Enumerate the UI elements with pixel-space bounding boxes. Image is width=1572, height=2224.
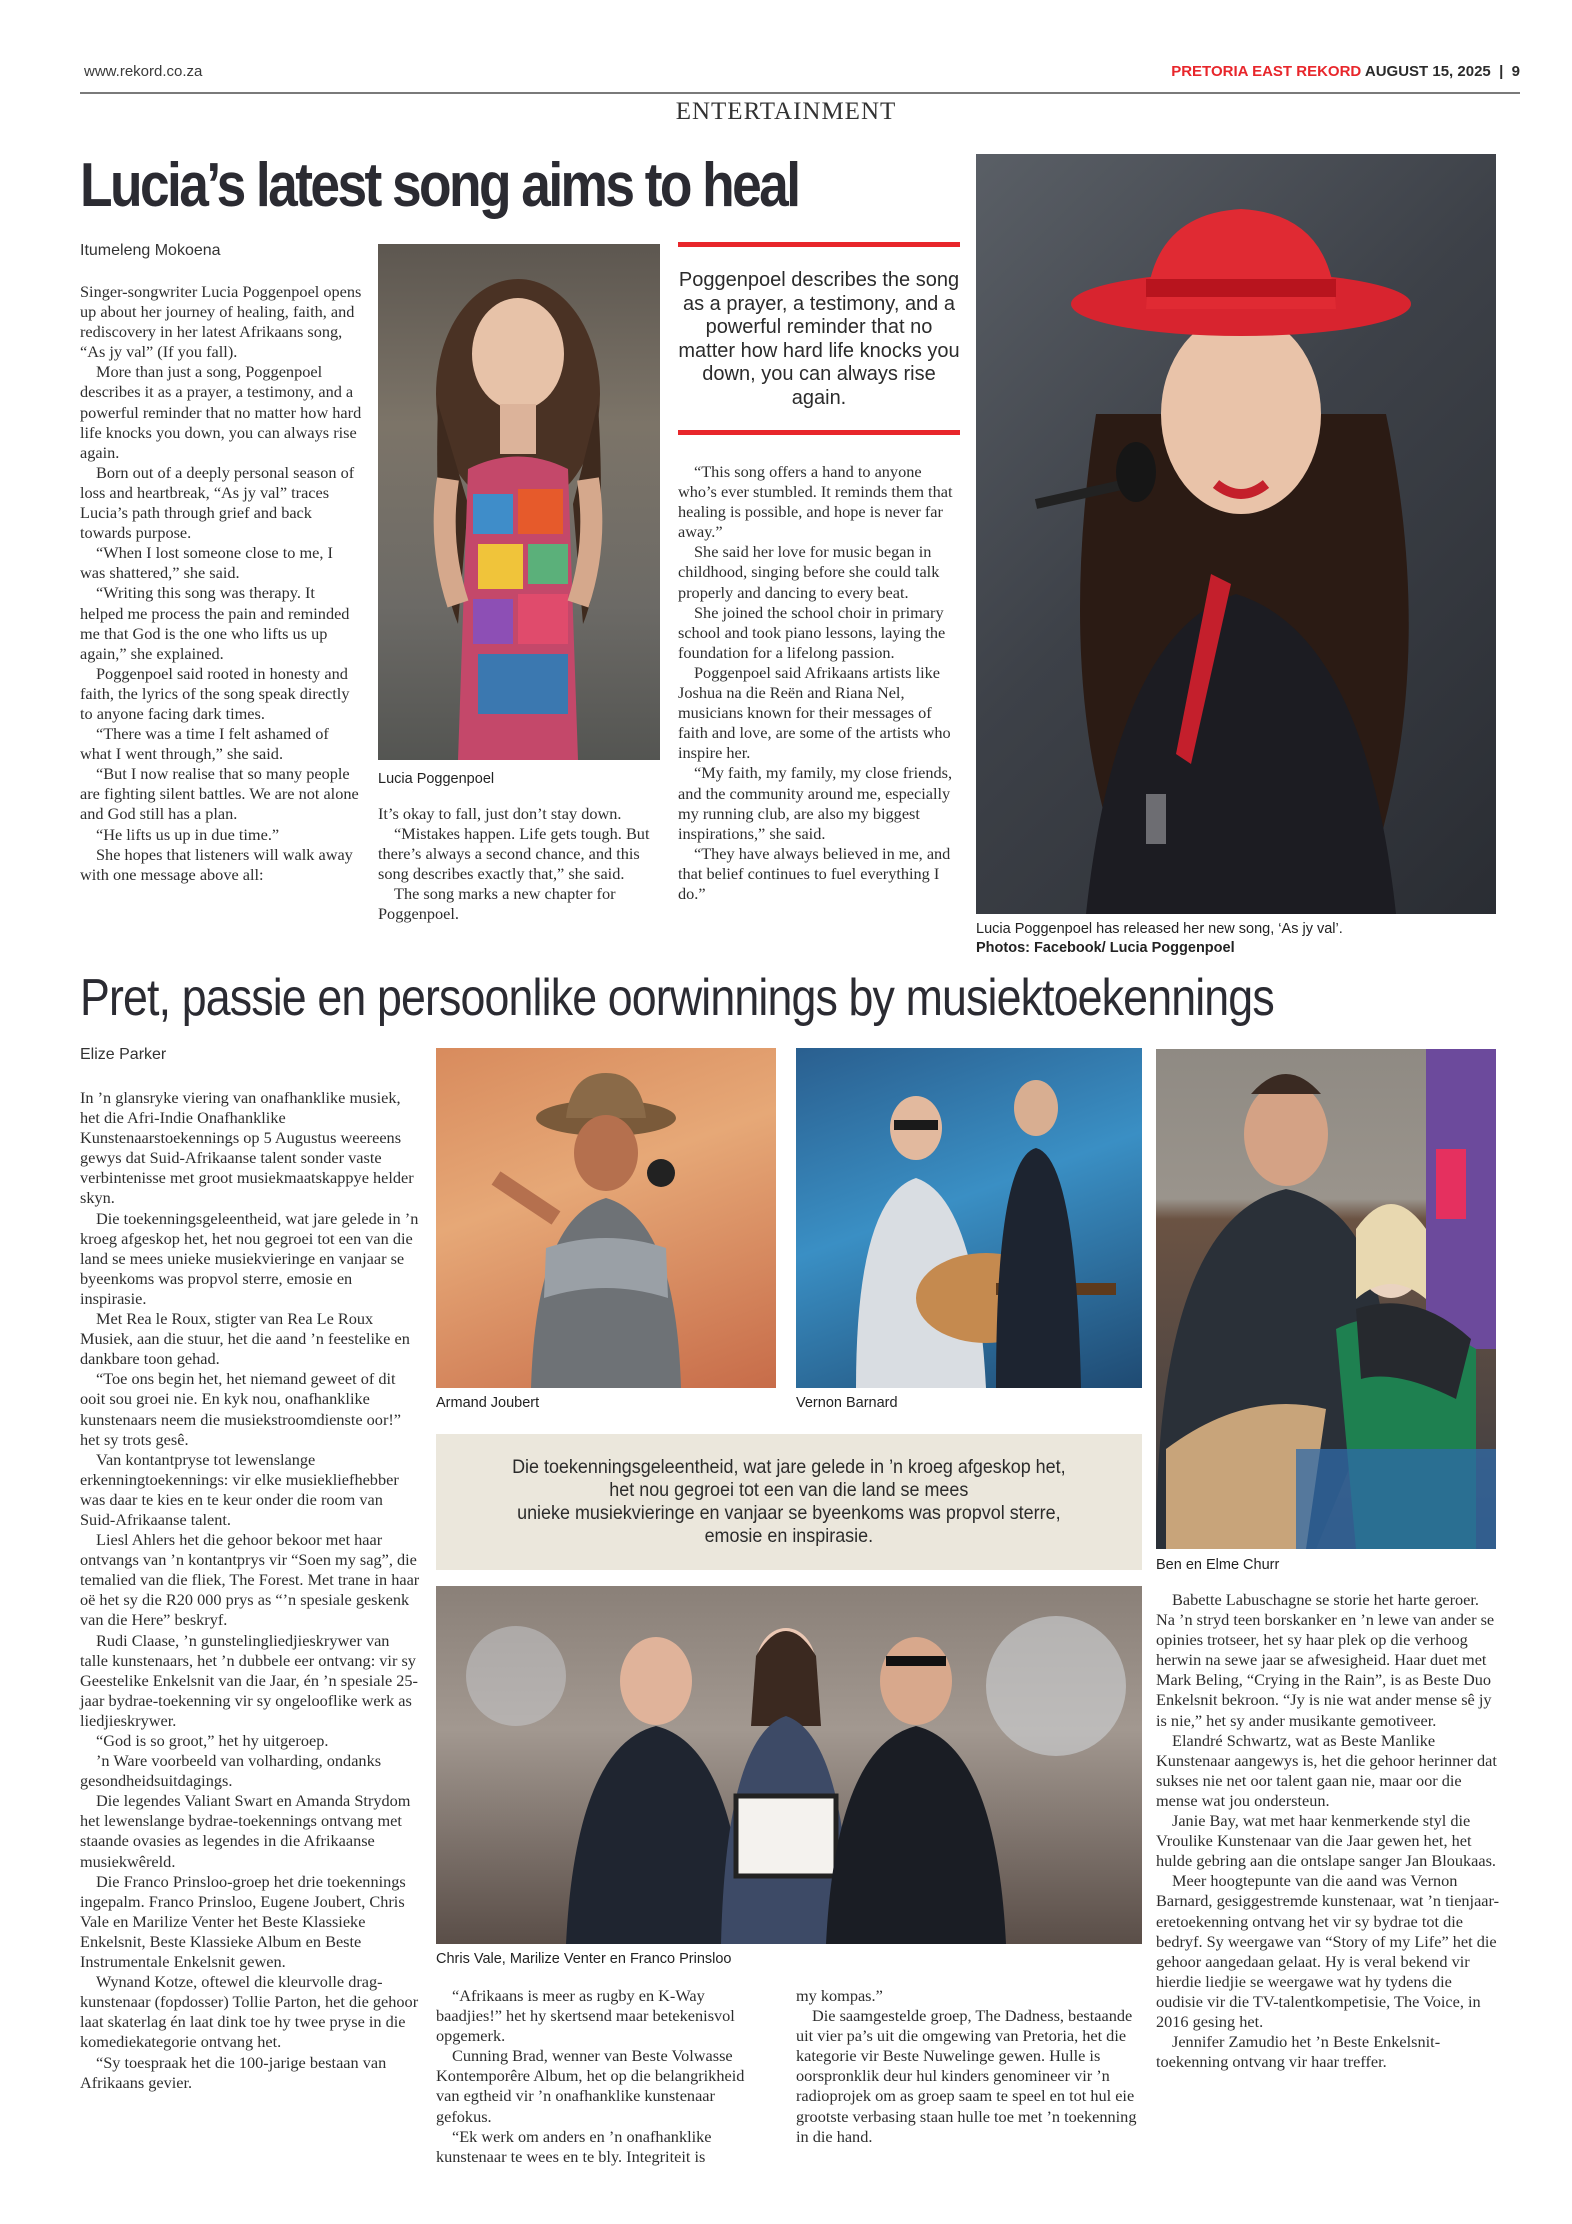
article2-column-4 xyxy=(1156,1590,1501,2072)
pull-quote-text xyxy=(512,1456,1066,1548)
article2-pull-quote xyxy=(436,1434,1142,1570)
paragraph: She hopes that listeners will walk away with one message above all: xyxy=(80,844,353,884)
paragraph: Cunning Brad, wenner van Beste Volwasse Kontemporêre Album, het op die belangrikheid van egtheid vir ’n onafhanklike kunstenaar gefokus. xyxy=(436,2046,745,2126)
caption-churr: Ben en Elme Churr xyxy=(1156,1557,1280,1573)
photo-armand-joubert xyxy=(436,1048,776,1388)
page-number: 9 xyxy=(1511,63,1520,80)
paragraph: She joined the school choir in primary school and took piano lessons, laying the foundation for a lifelong passion. xyxy=(678,602,946,662)
paragraph: Met Rea le Roux, stigter van Rea Le Roux Musiek, aan die stuur, het die aand ’n feestelike en dankbare toon gehad. xyxy=(80,1309,410,1369)
paragraph: Liesl Ahlers het die gehoor bekoor met haar ontvangs van ’n kontantprys vir “Soen my sag”, die temalied van die fliek, The Forest. Met trane in haar oë het sy die R20 000 prys as “’n spesiale geskenk van die Here” beskryf. xyxy=(80,1530,420,1630)
paragraph: “Mistakes happen. Life gets tough. But there’s always a second chance, and this song describes exactly that,” she said. xyxy=(378,824,650,884)
paragraph: In ’n glansryke viering van onafhanklike musiek, het die Afri-Indie Onafhanklike Kunstenaarstoekennings op 5 Augustus weereens gewys dat Suid-Afrikaanse talent sonder vaste verbintenisse met groot musiekmaatskappye helder skyn. xyxy=(80,1088,414,1208)
article1-headline: Lucia’s latest song aims to heal xyxy=(80,151,799,220)
photo-vernon-barnard xyxy=(796,1048,1142,1388)
paragraph: “Sy toespraak het die 100-jarige bestaan van Afrikaans gevier. xyxy=(80,2052,387,2092)
paragraph: Die legendes Valiant Swart en Amanda Strydom het lewenslange bydrae-toekennings ontvang met staande ovasies as legendes in die Afrikaanse musiekwêreld. xyxy=(80,1791,411,1871)
paragraph: Singer-songwriter Lucia Poggenpoel opens up about her journey of healing, faith, and rediscovery in her latest Afrikaans song, “As jy val” (If you fall). xyxy=(80,282,362,362)
paragraph: Babette Labuschagne se storie het harte geroer. Na ’n stryd teen borskanker en ’n lewe van ander se opinies trotseer, het sy haar plek op die verhoog herwin na sewe jaar se afwesigheid. Haar duet met Mark Beling, “Crying in the Rain”, is as Beste Duo Enkelsnit bekroon. “Jy is nie wat ander mense sê jy is nie,” het sy ander musikante gemotiveer. xyxy=(1156,1590,1495,1730)
photo2-caption-text: Lucia Poggenpoel has released her new song, ‘As jy val’. xyxy=(976,921,1343,937)
paragraph: “Toe ons begin het, het niemand geweet of dit ooit sou groei nie. En kyk nou, onafhanklike kunstenaars neem die musiekstroomdienste oor!” het sy trots gesê. xyxy=(80,1369,402,1449)
separator: | xyxy=(1499,63,1504,80)
paragraph: Elandré Schwartz, wat as Beste Manlike Kunstenaar aangewys is, het die gehoor herinner dat sukses nie net oor talent gaan nie, maar oor die mense wat jou ondersteun. xyxy=(1156,1730,1497,1810)
article2-column-2 xyxy=(436,1986,766,2167)
photo1-caption: Lucia Poggenpoel xyxy=(378,771,495,787)
paragraph: Die saamgestelde groep, The Dadness, bestaande uit vier pa’s uit die omgewing van Pretoria, het die kategorie vir Beste Nuwelinge gewen. Hulle is oorspronklik deur hul kinders genomineer vir ’n radioprojek om as groep saam te speel en tot hul eie grootste verbasing staan hulle toe met ’n toekenning in die hand. xyxy=(796,2006,1137,2146)
photo-ben-elme-churr xyxy=(1156,1049,1496,1549)
paragraph: “He lifts us up in due time.” xyxy=(96,824,280,844)
paragraph: Jennifer Zamudio het ’n Beste Enkelsnit-toekenning ontvang vir haar treffer. xyxy=(1156,2032,1441,2072)
pull-quote-bottom-rule xyxy=(678,430,960,435)
article1-column-3 xyxy=(678,462,960,904)
paragraph: Poggenpoel said rooted in honesty and faith, the lyrics of the song speak directly to anyone facing dark times. xyxy=(80,663,350,723)
issue-info xyxy=(1171,63,1520,80)
pull-quote-line: Die toekenningsgeleentheid, wat jare gelede in ’n kroeg afgeskop het, xyxy=(512,1456,1066,1478)
paragraph: Wynand Kotze, oftewel die kleurvolle drag-kunstenaar (fopdosser) Tollie Parton, het die gehoor laat skaterlag én laat dink toe hy twee pryse in die komediekategorie ontvang het. xyxy=(80,1972,419,2052)
pull-quote-line: het nou gegroei tot een van die land se mees xyxy=(609,1479,969,1501)
caption-group: Chris Vale, Marilize Venter en Franco Prinsloo xyxy=(436,1951,732,1967)
section-label: ENTERTAINMENT xyxy=(675,98,897,125)
pull-quote-line: unieke musiekvieringe en vanjaar se byeenkoms was propvol sterre, xyxy=(517,1502,1061,1524)
issue-date: AUGUST 15, 2025 xyxy=(1364,63,1491,80)
pull-quote-text: Poggenpoel describes the song as a prayer, a testimony, and a powerful reminder that no matter how hard life knocks you down, you can always rise again. xyxy=(678,269,960,409)
paragraph: “When I lost someone close to me, I was shattered,” she said. xyxy=(80,543,333,583)
photo-group-award xyxy=(436,1586,1142,1944)
caption-armand: Armand Joubert xyxy=(436,1395,540,1411)
paragraph: “There was a time I felt ashamed of what I went through,” she said. xyxy=(80,724,329,764)
article2-headline: Pret, passie en persoonlike oorwinnings by musiektoekennings xyxy=(80,969,1274,1027)
article2-column-1 xyxy=(80,1088,420,2093)
paragraph: Die toekenningsgeleentheid, wat jare gelede in ’n kroeg afgeskop het, het nou gegroei tot een van die land se mees unieke musiekvieringe en vanjaar se byeenkoms was propvol sterre, emosie en inspirasie. xyxy=(80,1208,419,1308)
paragraph: “God is so groot,” het hy uitgeroep. xyxy=(96,1731,329,1750)
header-rule xyxy=(80,92,1520,94)
paragraph: “Writing this song was therapy. It helped me process the pain and reminded me that God is the one who lifts us up again,” she explained. xyxy=(80,583,350,663)
paragraph: More than just a song, Poggenpoel describes it as a prayer, a testimony, and a powerful reminder that no matter how hard life knocks you down, you can always rise again. xyxy=(80,362,362,462)
group-illustration xyxy=(436,1586,1142,1944)
photo-credit: Photos: Facebook/ Lucia Poggenpoel xyxy=(976,940,1235,956)
paragraph: It’s okay to fall, just don’t stay down. xyxy=(378,804,622,823)
portrait-illustration xyxy=(976,154,1496,914)
paragraph: “They have always believed in me, and that belief continues to fuel everything I do.” xyxy=(678,843,951,903)
paragraph: “But I now realise that so many people are fighting silent battles. We are not alone and God still has a plan. xyxy=(80,764,359,824)
portrait-illustration xyxy=(378,244,660,760)
paragraph: “This song offers a hand to anyone who’s ever stumbled. It reminds them that healing is possible, and hope is never far away.” xyxy=(678,462,953,542)
photo2-caption xyxy=(976,920,1496,958)
caption-vernon: Vernon Barnard xyxy=(796,1395,898,1411)
paragraph: Born out of a deeply personal season of loss and heartbreak, “As jy val” traces Lucia’s path through grief and back towards purpose. xyxy=(80,462,355,543)
performer-illustration xyxy=(796,1048,1142,1388)
paragraph: ’n Ware voorbeeld van volharding, ondanks gesondheidsuitdagings. xyxy=(80,1751,382,1791)
publication-name: PRETORIA EAST REKORD xyxy=(1171,63,1362,80)
paragraph: She said her love for music began in childhood, singing before she could talk properly and dancing to every beat. xyxy=(678,542,940,602)
paragraph: “Afrikaans is meer as rugby en K-Way baadjies!” het hy skertsend maar betekenisvol opgemerk. xyxy=(436,1986,735,2046)
paragraph: Die Franco Prinsloo-groep het drie toekennings ingepalm. Franco Prinsloo, Eugene Joubert, Chris Vale en Marilize Venter het Beste Klassieke Enkelsnit, Beste Klassieke Album en Beste Instrumentale Enkelsnit gewen. xyxy=(80,1871,406,1972)
website-url[interactable]: www.rekord.co.za xyxy=(84,63,203,80)
article1-byline: Itumeleng Mokoena xyxy=(80,242,221,259)
performer-illustration xyxy=(436,1048,776,1388)
article1-pull-quote xyxy=(678,242,960,435)
paragraph: my kompas.” xyxy=(796,1986,883,2005)
article2-column-3 xyxy=(796,1986,1146,2147)
photo-lucia-poggenpoel xyxy=(378,244,660,760)
article1-column-2 xyxy=(378,804,660,925)
paragraph: Poggenpoel said Afrikaans artists like Joshua na die Reën and Riana Nel, musicians known for their messages of faith and love, are some of the artists who inspire her. xyxy=(678,662,951,763)
paragraph: “My faith, my family, my close friends, and the community around me, especially my running club, are also my biggest inspirations,” she said. xyxy=(678,763,953,843)
pull-quote-line: emosie en inspirasie. xyxy=(704,1525,874,1547)
paragraph: Rudi Claase, ’n gunstelingliedjieskrywer van talle kunstenaars, het ’n dubbele eer ontvang: vir sy Geestelike Enkelsnit van die Jaar, én ’n spesiale 25-jaar bydrae-toekenning vir sy ongelooflike werk as liedjieskrywer. xyxy=(80,1630,418,1730)
article1-column-1 xyxy=(80,282,362,885)
couple-illustration xyxy=(1156,1049,1496,1549)
photo-lucia-red-hat xyxy=(976,154,1496,914)
article2-byline: Elize Parker xyxy=(80,1046,167,1063)
paragraph: Meer hoogtepunte van die aand was Vernon Barnard, gesiggestremde kunstenaar, wat ’n tienjaar-eretoekenning ontvang het vir sy bydrae tot die bedryf. Sy weergawe van “Story of my Life” het die gehoor aangedaan gelaat. Hy is veral bekend vir hierdie liedjie se weergawe wat hy tydens die oudisie vir die TV-talentkompetisie, The Voice, in 2016 gesing het. xyxy=(1156,1871,1500,2031)
paragraph: The song marks a new chapter for Poggenpoel. xyxy=(378,884,616,924)
paragraph: “Ek werk om anders en ’n onafhanklike kunstenaar te wees en te bly. Integriteit is xyxy=(436,2126,712,2166)
paragraph: Van kontantpryse tot lewenslange erkenningtoekennings: vir elke musiekliefhebber was daar te kies en te keur onder die room van Suid-Afrikaanse talent. xyxy=(80,1449,399,1529)
paragraph: Janie Bay, wat met haar kenmerkende styl die Vroulike Kunstenaar van die Jaar gewen het, het hulde gebring aan die ontslape sanger Jan Bloukaas. xyxy=(1156,1811,1496,1871)
